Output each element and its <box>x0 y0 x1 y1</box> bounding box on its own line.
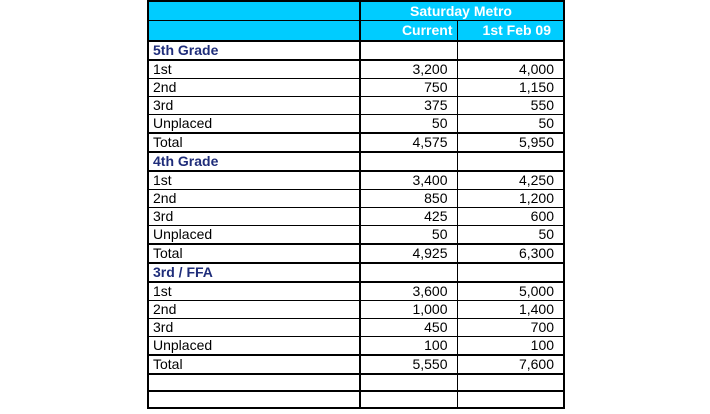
row-label[interactable]: Unplaced <box>148 337 360 356</box>
row-label[interactable]: 3rd <box>148 97 360 115</box>
table-row <box>148 301 564 319</box>
feb-value[interactable]: 50 <box>457 115 564 134</box>
section-title[interactable]: 5th Grade <box>148 41 360 60</box>
row-label[interactable]: Total <box>148 244 360 263</box>
row-label[interactable]: 2nd <box>148 190 360 208</box>
header-current[interactable]: Current <box>360 21 457 42</box>
table-row <box>148 282 564 301</box>
current-value[interactable]: 4,925 <box>360 244 457 263</box>
current-value[interactable]: 425 <box>360 208 457 226</box>
current-value[interactable]: 850 <box>360 190 457 208</box>
current-value[interactable]: 1,000 <box>360 301 457 319</box>
table-row <box>148 60 564 79</box>
feb-value[interactable]: 50 <box>457 226 564 245</box>
current-value[interactable]: 375 <box>360 97 457 115</box>
table-row <box>148 319 564 337</box>
row-label[interactable]: 1st <box>148 171 360 190</box>
empty-cell[interactable] <box>360 263 457 282</box>
empty-cell[interactable] <box>148 374 360 391</box>
feb-value[interactable]: 100 <box>457 337 564 356</box>
row-label[interactable]: 3rd <box>148 319 360 337</box>
table-row <box>148 97 564 115</box>
empty-cell[interactable] <box>360 152 457 171</box>
section-row <box>148 152 564 171</box>
table-row <box>148 190 564 208</box>
feb-value[interactable]: 6,300 <box>457 244 564 263</box>
header-blank-cell-2[interactable] <box>148 21 360 42</box>
current-value[interactable]: 100 <box>360 337 457 356</box>
feb-value[interactable]: 5,000 <box>457 282 564 301</box>
table-row <box>148 171 564 190</box>
row-label[interactable]: Unplaced <box>148 115 360 134</box>
empty-cell[interactable] <box>457 263 564 282</box>
section-row <box>148 41 564 60</box>
header-blank-cell[interactable] <box>148 1 360 21</box>
table-row <box>148 208 564 226</box>
table-row <box>148 79 564 97</box>
current-value[interactable]: 3,200 <box>360 60 457 79</box>
row-label[interactable]: 1st <box>148 282 360 301</box>
spreadsheet <box>147 0 563 409</box>
section-row <box>148 263 564 282</box>
blank-row <box>148 391 564 408</box>
section-title[interactable]: 3rd / FFA <box>148 263 360 282</box>
feb-value[interactable]: 1,400 <box>457 301 564 319</box>
empty-cell[interactable] <box>457 374 564 391</box>
current-value[interactable]: 5,550 <box>360 355 457 374</box>
current-value[interactable]: 3,600 <box>360 282 457 301</box>
empty-cell[interactable] <box>360 374 457 391</box>
current-value[interactable]: 3,400 <box>360 171 457 190</box>
feb-value[interactable]: 600 <box>457 208 564 226</box>
feb-value[interactable]: 7,600 <box>457 355 564 374</box>
header-row-columns <box>148 21 564 42</box>
empty-cell[interactable] <box>457 152 564 171</box>
table-row <box>148 115 564 134</box>
empty-cell[interactable] <box>457 391 564 408</box>
current-value[interactable]: 750 <box>360 79 457 97</box>
feb-value[interactable]: 550 <box>457 97 564 115</box>
header-title[interactable]: Saturday Metro <box>360 1 564 21</box>
table-row <box>148 355 564 374</box>
section-title[interactable]: 4th Grade <box>148 152 360 171</box>
feb-value[interactable]: 5,950 <box>457 133 564 152</box>
table-row <box>148 226 564 245</box>
feb-value[interactable]: 4,250 <box>457 171 564 190</box>
current-value[interactable]: 4,575 <box>360 133 457 152</box>
table-row <box>148 133 564 152</box>
row-label[interactable]: Total <box>148 355 360 374</box>
grade-table <box>147 0 565 409</box>
header-row-title <box>148 1 564 21</box>
current-value[interactable]: 50 <box>360 226 457 245</box>
row-label[interactable]: 2nd <box>148 79 360 97</box>
row-label[interactable]: Unplaced <box>148 226 360 245</box>
blank-row <box>148 374 564 391</box>
header-feb[interactable]: 1st Feb 09 <box>457 21 564 42</box>
feb-value[interactable]: 1,150 <box>457 79 564 97</box>
row-label[interactable]: 3rd <box>148 208 360 226</box>
table-row <box>148 337 564 356</box>
empty-cell[interactable] <box>360 41 457 60</box>
feb-value[interactable]: 4,000 <box>457 60 564 79</box>
empty-cell[interactable] <box>148 391 360 408</box>
row-label[interactable]: 1st <box>148 60 360 79</box>
row-label[interactable]: 2nd <box>148 301 360 319</box>
row-label[interactable]: Total <box>148 133 360 152</box>
current-value[interactable]: 50 <box>360 115 457 134</box>
empty-cell[interactable] <box>457 41 564 60</box>
feb-value[interactable]: 1,200 <box>457 190 564 208</box>
table-row <box>148 244 564 263</box>
empty-cell[interactable] <box>360 391 457 408</box>
feb-value[interactable]: 700 <box>457 319 564 337</box>
current-value[interactable]: 450 <box>360 319 457 337</box>
